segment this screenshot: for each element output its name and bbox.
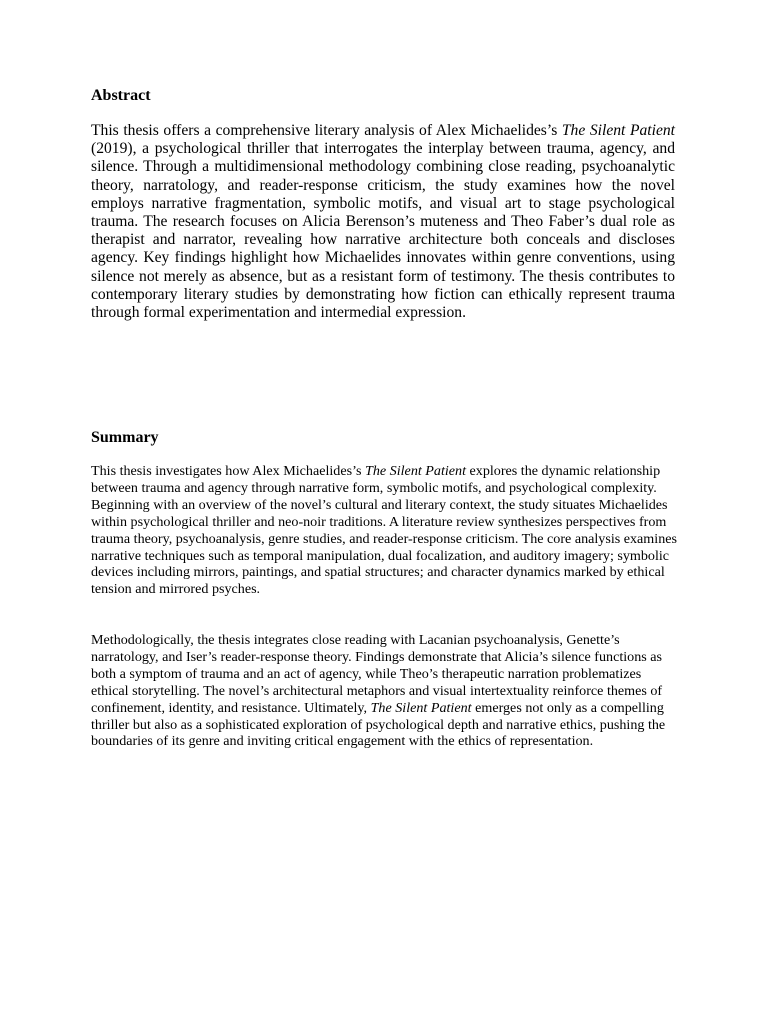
summary-p1-text-start: This thesis investigates how Alex Michaelides’s	[91, 463, 366, 479]
summary-p2-text-start: Methodologically, the thesis integrates close reading with Lacanian psychoanalysis, Genette’s narratology, and Iser’s reader-response theory. Findings demonstrate that Alicia’s silence functions as both a symptom of trauma and an act of agency, while Theo’s therapeutic narration problematizes ethical storytelling. The novel’s architectural metaphors and visual intertextuality reinforce themes of confinement, identity, and resistance. Ultimately,	[91, 632, 663, 716]
summary-p2-book-title: The Silent Patient	[370, 699, 472, 716]
summary-p1-book-title: The Silent Patient	[365, 463, 467, 479]
abstract-paragraph	[91, 122, 675, 322]
abstract-heading: Abstract	[91, 87, 151, 104]
summary-heading: Summary	[91, 429, 159, 446]
abstract-book-title: The Silent Patient	[561, 122, 675, 139]
summary-paragraph-1	[91, 463, 677, 598]
summary-p2-text-end: emerges not only as a compelling thriller but also as a sophisticated exploration of psychological depth and narrative ethics, pushing the boundaries of its genre and inviting critical engagement with the ethics of representation.	[91, 699, 666, 750]
abstract-text-start: This thesis offers a comprehensive literary analysis of Alex Michaelides’s	[91, 122, 562, 139]
summary-p1-text-end: explores the dynamic relationship between trauma and agency through narrative form, symbolic motifs, and psychological complexity. Beginning with an overview of the novel’s cultural and literary context, the study situates Michaelides within psychological thriller and neo-noir traditions. A literature review synthesizes perspectives from trauma theory, psychoanalysis, genre studies, and reader-response criticism. The core analysis examines narrative techniques such as temporal manipulation, dual focalization, and auditory imagery; symbolic devices including mirrors, paintings, and spatial structures; and character dynamics marked by ethical tension and mirrored psyches.	[91, 463, 677, 598]
summary-paragraph-2	[91, 632, 677, 750]
abstract-text-end: (2019), a psychological thriller that interrogates the interplay between trauma, agency, and silence. Through a multidimensional methodology combining close reading, psychoanalytic theory, narratology, and reader-response criticism, the study examines how the novel employs narrative fragmentation, symbolic motifs, and visual art to stage psychological trauma. The research focuses on Alicia Berenson’s muteness and Theo Faber’s dual role as therapist and narrator, revealing how narrative architecture both conceals and discloses agency. Key findings highlight how Michaelides innovates within genre conventions, using silence not merely as absence, but as a resistant form of testimony. The thesis contributes to contemporary literary studies by demonstrating how fiction can ethically represent trauma through formal experimentation and intermedial expression.	[91, 140, 675, 322]
